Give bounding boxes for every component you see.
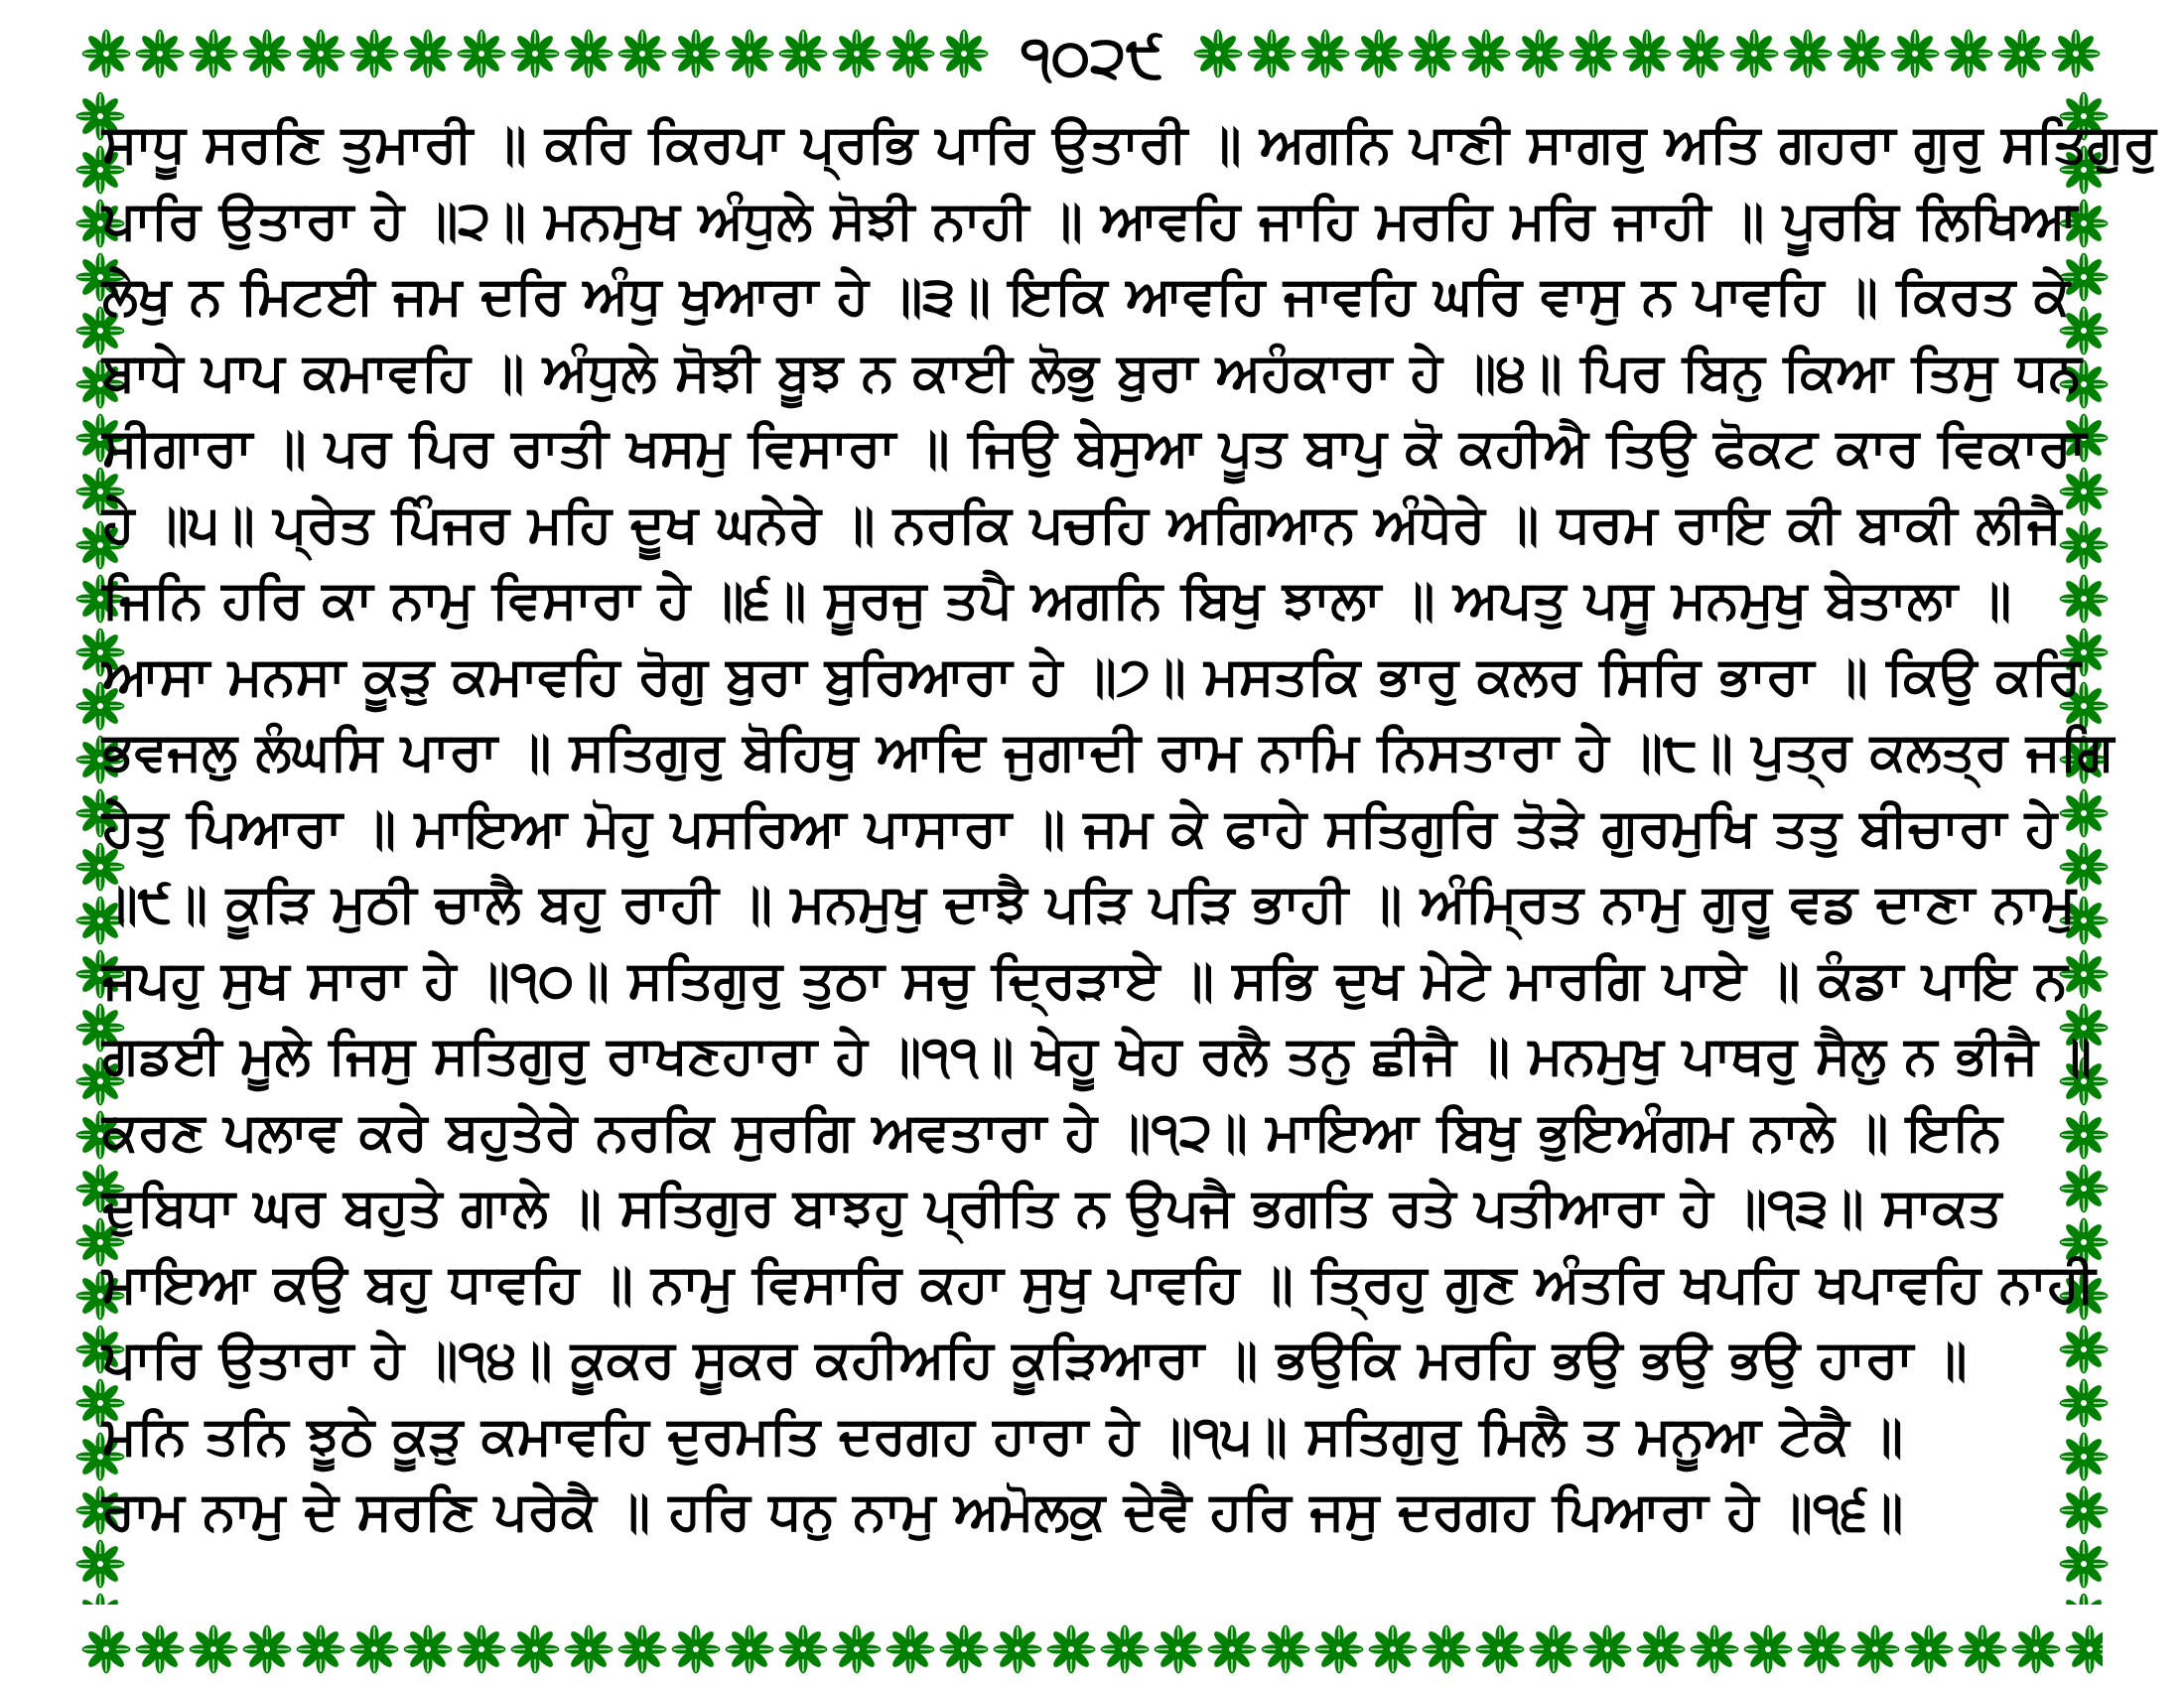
text-line: ਕਰਣ ਪਲਾਵ ਕਰੇ ਬਹੁਤੇਰੇ ਨਰਕਿ ਸੁਰਗਿ ਅਵਤਾਰਾ ਹੇ ॥੧੨॥ ਮਾਇਆ ਬਿਖੁ ਭੁਇਅੰਗਮ ਨਾਲੇ ॥ ਇਨਿ <box>102 1101 2002 1163</box>
green-flower-ornament-icon <box>1261 1624 1310 1674</box>
green-flower-ornament-icon <box>81 29 131 78</box>
green-flower-ornament-icon <box>1247 29 1297 78</box>
green-flower-ornament-icon <box>1890 29 1940 78</box>
green-flower-ornament-icon <box>1958 1624 2007 1674</box>
green-flower-ornament-icon <box>1729 29 1779 78</box>
green-flower-ornament-icon <box>1904 1624 1954 1674</box>
scripture-text <box>102 107 2157 1551</box>
top-border-left-ornaments <box>81 29 991 84</box>
text-line: ਰਾਮ ਨਾਮੁ ਦੇ ਸਰਣਿ ਪਰੇਕੈ ॥ ਹਰਿ ਧਨੁ ਨਾਮੁ ਅਮੋਲਕੁ ਦੇਵੈ ਹਰਿ ਜਸੁ ਦਰਗਹ ਪਿਆਰਾ ਹੇ ॥੧੬॥ <box>102 1481 1904 1542</box>
green-flower-ornament-icon <box>671 29 721 78</box>
green-flower-ornament-icon <box>725 1624 774 1674</box>
top-border-right-ornaments <box>1193 29 2103 84</box>
green-flower-ornament-icon <box>725 29 774 78</box>
green-flower-ornament-icon <box>349 29 399 78</box>
green-flower-ornament-icon <box>1622 29 1672 78</box>
green-flower-ornament-icon <box>1046 1624 1096 1674</box>
green-flower-ornament-icon <box>2065 1624 2103 1674</box>
green-flower-ornament-icon <box>349 1624 399 1674</box>
green-flower-ornament-icon <box>1100 1624 1150 1674</box>
text-line: ਬਾਧੇ ਪਾਪ ਕਮਾਵਹਿ ॥ ਅੰਧੁਲੇ ਸੋਝੀ ਬੂਝ ਨ ਕਾਈ ਲੋਭੁ ਬੁਰਾ ਅਹੰਕਾਰਾ ਹੇ ॥੪॥ ਪਿਰ ਬਿਨੁ ਕਿਆ ਤਿਸੁ ਧਨ <box>102 342 2082 403</box>
green-flower-ornament-icon <box>1850 1624 1900 1674</box>
text-line: ਮਾਇਆ ਕਉ ਬਹੁ ਧਾਵਹਿ ॥ ਨਾਮੁ ਵਿਸਾਰਿ ਕਹਾ ਸੁਖੁ ਪਾਵਹਿ ॥ ਤ੍ਰਿਹੁ ਗੁਣ ਅੰਤਰਿ ਖਪਹਿ ਖਪਾਵਹਿ ਨਾਹੀ <box>102 1253 2096 1315</box>
green-flower-ornament-icon <box>1515 29 1565 78</box>
green-flower-ornament-icon <box>1193 29 1243 78</box>
green-flower-ornament-icon <box>993 1624 1042 1674</box>
text-line: ਗਡਈ ਮੂਲੇ ਜਿਸੁ ਸਤਿਗੁਰੁ ਰਾਖਣਹਾਰਾ ਹੇ ॥੧੧॥ ਖੇਹੂ ਖੇਹ ਰਲੈ ਤਨੁ ਛੀਜੈ ॥ ਮਨਮੁਖੁ ਪਾਥਰੁ ਸੈਲੁ ਨ ਭੀਜੈ ॥ <box>102 1026 2093 1086</box>
text-line: ਦੁਬਿਧਾ ਘਰ ਬਹੁਤੇ ਗਾਲੇ ॥ ਸਤਿਗੁਰ ਬਾਝਹੁ ਪ੍ਰੀਤਿ ਨ ਉਪਜੈ ਭਗਤਿ ਰਤੇ ਪਤੀਆਰਾ ਹੇ ॥੧੩॥ ਸਾਕਤ <box>102 1178 2002 1238</box>
green-flower-ornament-icon <box>2051 29 2101 78</box>
text-line: ਪਾਰਿ ਉਤਾਰਾ ਹੇ ॥੨॥ ਮਨਮੁਖ ਅੰਧੁਲੇ ਸੋਝੀ ਨਾਹੀ ॥ ਆਵਹਿ ਜਾਹਿ ਮਰਹਿ ਮਰਿ ਜਾਹੀ ॥ ਪੂਰਬਿ ਲਿਖਿਆ <box>102 190 2078 251</box>
page-border-top <box>81 26 2103 87</box>
green-flower-ornament-icon <box>1475 1624 1525 1674</box>
green-flower-ornament-icon <box>886 29 935 78</box>
green-flower-ornament-icon <box>1582 1624 1632 1674</box>
green-flower-ornament-icon <box>1837 29 1886 78</box>
green-flower-ornament-icon <box>296 1624 345 1674</box>
green-flower-ornament-icon <box>1690 1624 1739 1674</box>
green-flower-ornament-icon <box>1314 1624 1364 1674</box>
green-flower-ornament-icon <box>457 29 506 78</box>
green-flower-ornament-icon <box>778 29 828 78</box>
green-flower-ornament-icon <box>1797 1624 1846 1674</box>
text-line: ਭਵਜਲੁ ਲੰਘਸਿ ਪਾਰਾ ॥ ਸਤਿਗੁਰੁ ਬੋਹਿਥੁ ਆਦਿ ਜੁਗਾਦੀ ਰਾਮ ਨਾਮਿ ਨਿਸਤਾਰਾ ਹੇ ॥੮॥ ਪੁਤ੍ਰ ਕਲਤ੍ਰ ਜਗਿ <box>102 722 2115 782</box>
green-flower-ornament-icon <box>1529 1624 1578 1674</box>
page-number: ੧੦੨੯ <box>1020 26 1164 87</box>
green-flower-ornament-icon <box>1207 1624 1257 1674</box>
green-flower-ornament-icon <box>296 29 345 78</box>
green-flower-ornament-icon <box>939 29 989 78</box>
green-flower-ornament-icon <box>1368 1624 1418 1674</box>
text-line: ਜਿਨਿ ਹਰਿ ਕਾ ਨਾਮੁ ਵਿਸਾਰਾ ਹੇ ॥੬॥ ਸੂਰਜੁ ਤਪੈ ਅਗਨਿ ਬਿਖੁ ਝਾਲਾ ॥ ਅਪਤੁ ਪਸੂ ਮਨਮੁਖੁ ਬੇਤਾਲਾ ॥ <box>102 570 2012 631</box>
text-line: ਹੇਤੁ ਪਿਆਰਾ ॥ ਮਾਇਆ ਮੋਹੁ ਪਸਰਿਆ ਪਾਸਾਰਾ ॥ ਜਮ ਕੇ ਫਾਹੇ ਸਤਿਗੁਰਿ ਤੋੜੇ ਗੁਰਮੁਖਿ ਤਤੁ ਬੀਚਾਰਾ ਹੇ <box>102 797 2058 859</box>
green-flower-ornament-icon <box>617 29 667 78</box>
text-line: ਹੇ ॥੫॥ ਪ੍ਰੇਤ ਪਿੰਜਰ ਮਹਿ ਦੂਖ ਘਨੇਰੇ ॥ ਨਰਕਿ ਪਚਹਿ ਅਗਿਆਨ ਅੰਧੇਰੇ ॥ ਧਰਮ ਰਾਇ ਕੀ ਬਾਕੀ ਲੀਜੈ <box>102 493 2062 555</box>
green-flower-ornament-icon <box>189 1624 238 1674</box>
green-flower-ornament-icon <box>778 1624 828 1674</box>
green-flower-ornament-icon <box>2059 1593 2109 1605</box>
green-flower-ornament-icon <box>1636 1624 1686 1674</box>
green-flower-ornament-icon <box>242 29 292 78</box>
text-line: ਜਪਹੁ ਸੁਖ ਸਾਰਾ ਹੇ ॥੧੦॥ ਸਤਿਗੁਰੁ ਤੁਠਾ ਸਚੁ ਦ੍ਰਿੜਾਏ ॥ ਸਭਿ ਦੁਖ ਮੇਟੇ ਮਾਰਗਿ ਪਾਏ ॥ ਕੰਡਾ ਪਾਇ ਨ <box>102 949 2068 1011</box>
green-flower-ornament-icon <box>457 1624 506 1674</box>
green-flower-ornament-icon <box>510 1624 560 1674</box>
green-flower-ornament-icon <box>564 1624 614 1674</box>
green-flower-ornament-icon <box>403 1624 453 1674</box>
text-line: ਲੇਖੁ ਨ ਮਿਟਈ ਜਮ ਦਰਿ ਅੰਧੁ ਖੁਆਰਾ ਹੇ ॥੩॥ ਇਕਿ ਆਵਹਿ ਜਾਵਹਿ ਘਰਿ ਵਾਸੁ ਨ ਪਾਵਹਿ ॥ ਕਿਰਤ ਕੇ <box>102 266 2070 327</box>
green-flower-ornament-icon <box>886 1624 935 1674</box>
text-line: ਆਸਾ ਮਨਸਾ ਕੂੜੁ ਕਮਾਵਹਿ ਰੋਗੁ ਬੁਰਾ ਬੁਰਿਆਰਾ ਹੇ ॥੭॥ ਮਸਤਕਿ ਭਾਰੁ ਕਲਰ ਸਿਰਿ ਭਾਰਾ ॥ ਕਿਉ ਕਰਿ <box>102 645 2082 707</box>
text-line: ਮਨਿ ਤਨਿ ਝੂਠੇ ਕੂੜੁ ਕਮਾਵਹਿ ਦੁਰਮਤਿ ਦਰਗਹ ਹਾਰਾ ਹੇ ॥੧੫॥ ਸਤਿਗੁਰੁ ਮਿਲੈ ਤ ਮਨੂਆ ਟੇਕੈ ॥ <box>102 1405 1903 1467</box>
green-flower-ornament-icon <box>135 1624 185 1674</box>
green-flower-ornament-icon <box>1408 29 1457 78</box>
green-flower-ornament-icon <box>832 29 882 78</box>
green-flower-ornament-icon <box>832 1624 882 1674</box>
green-flower-ornament-icon <box>671 1624 721 1674</box>
green-flower-ornament-icon <box>1743 1624 1793 1674</box>
green-flower-ornament-icon <box>2011 1624 2061 1674</box>
green-flower-ornament-icon <box>1783 29 1833 78</box>
green-flower-ornament-icon <box>403 29 453 78</box>
page-border-bottom <box>81 1611 2103 1688</box>
text-line: ॥੯॥ ਕੂੜਿ ਮੁਠੀ ਚਾਲੈ ਬਹੁ ਰਾਹੀ ॥ ਮਨਮੁਖੁ ਦਾਝੈ ਪੜਿ ਪੜਿ ਭਾਹੀ ॥ ਅੰਮ੍ਰਿਤ ਨਾਮੁ ਗੁਰੂ ਵਡ ਦਾਣਾ ਨਾਮੁ <box>102 874 2076 934</box>
green-flower-ornament-icon <box>617 1624 667 1674</box>
green-flower-ornament-icon <box>1422 1624 1471 1674</box>
green-flower-ornament-icon <box>242 1624 292 1674</box>
green-flower-ornament-icon <box>1569 29 1618 78</box>
green-flower-ornament-icon <box>81 1624 131 1674</box>
green-flower-ornament-icon <box>1154 1624 1203 1674</box>
green-flower-ornament-icon <box>1997 29 2047 78</box>
green-flower-ornament-icon <box>1944 29 1993 78</box>
green-flower-ornament-icon <box>1676 29 1725 78</box>
text-line: ਸਾਧੂ ਸਰਣਿ ਤੁਮਾਰੀ ॥ ਕਰਿ ਕਿਰਪਾ ਪ੍ਰਭਿ ਪਾਰਿ ਉਤਾਰੀ ॥ ਅਗਨਿ ਪਾਣੀ ਸਾਗਰੁ ਅਤਿ ਗਹਰਾ ਗੁਰੁ ਸਤਿਗੁਰੁ <box>102 114 2157 175</box>
green-flower-ornament-icon <box>75 1593 125 1605</box>
green-flower-ornament-icon <box>1461 29 1511 78</box>
text-line: ਸੀਗਾਰਾ ॥ ਪਰ ਪਿਰ ਰਾਤੀ ਖਸਮੁ ਵਿਸਾਰਾ ॥ ਜਿਉ ਬੇਸੁਆ ਪੂਤ ਬਾਪੁ ਕੋ ਕਹੀਐ ਤਿਉ ਫੋਕਟ ਕਾਰ ਵਿਕਾਰਾ <box>102 418 2087 479</box>
green-flower-ornament-icon <box>939 1624 989 1674</box>
green-flower-ornament-icon <box>189 29 238 78</box>
green-flower-ornament-icon <box>510 29 560 78</box>
green-flower-ornament-icon <box>564 29 614 78</box>
text-line: ਪਾਰਿ ਉਤਾਰਾ ਹੇ ॥੧੪॥ ਕੂਕਰ ਸੂਕਰ ਕਹੀਅਹਿ ਕੂੜਿਆਰਾ ॥ ਭਉਕਿ ਮਰਹਿ ਭਉ ਭਉ ਭਉ ਹਾਰਾ ॥ <box>102 1330 1968 1390</box>
green-flower-ornament-icon <box>1354 29 1404 78</box>
green-flower-ornament-icon <box>135 29 185 78</box>
green-flower-ornament-icon <box>1300 29 1350 78</box>
